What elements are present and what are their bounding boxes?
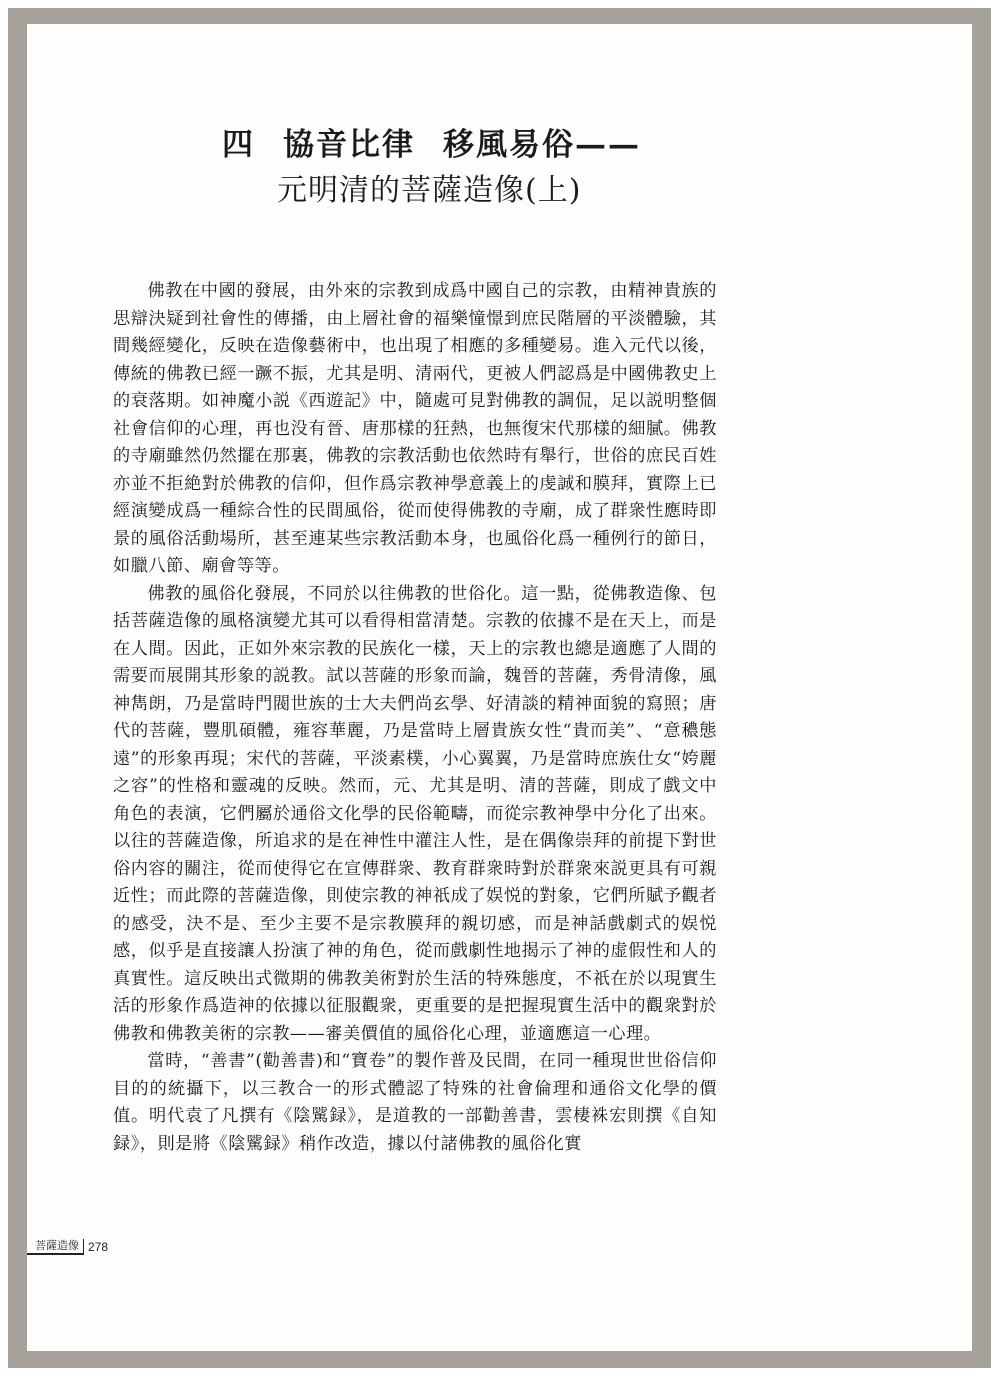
page-footer bbox=[27, 1239, 108, 1255]
chapter-title-line1 bbox=[222, 119, 641, 164]
page-frame bbox=[8, 8, 991, 1368]
page-number: 278 bbox=[88, 1240, 109, 1254]
book-page bbox=[27, 24, 972, 1351]
chapter-title-main: 協音比律 bbox=[283, 127, 415, 163]
paragraph: 佛教的風俗化發展，不同於以往佛教的世俗化。這一點，從佛教造像、包括菩薩造像的風格演變尤其可以看得相當清楚。宗教的依據不是在天上，而是在人間。因此，正如外來宗教的民族化一樣，天上的宗教也總是適應了人間的需要而展開其形象的説教。試以菩薩的形象而論，魏晉的菩薩，秀骨清像，風神雋朗，乃是當時門閥世族的士大夫們尚玄學、好清談的精神面貌的寫照；唐代的菩薩，豐肌碩體，雍容華麗，乃是當時上層貴族女性“貴而美”、“意穠態遠”的形象再現；宋代的菩薩，平淡素樸，小心翼翼，乃是當時庶族仕女“姱麗之容”的性格和靈魂的反映。然而，元、尤其是明、清的菩薩，則成了戲文中角色的表演，它們屬於通俗文化學的民俗範疇，而從宗教神學中分化了出來。以往的菩薩造像，所追求的是在神性中灌注人性，是在偶像崇拜的前提下對世俗内容的關注，從而使得它在宣傳群衆、教育群衆時對於群衆來説更具有可親近性；而此際的菩薩造像，則使宗教的神祇成了娱悦的對象，它們所賦予觀者的感受，決不是、至少主要不是宗教膜拜的親切感，而是神話戲劇式的娱悦感，似乎是直接讓人扮演了神的角色，從而戲劇性地揭示了神的虚假性和人的真實性。這反映出式微期的佛教美術對於生活的特殊態度，不祇在於以現實生活的形象作爲造神的依據以征服觀衆，更重要的是把握現實生活中的觀衆對於佛教和佛教美術的宗教——審美價值的風俗化心理，並適應這一心理。 bbox=[113, 583, 717, 1044]
chapter-subtitle: 元明清的菩薩造像(上) bbox=[277, 173, 582, 208]
paragraph: 當時，“善書”(勸善書)和“寶卷”的製作普及民間，在同一種現世世俗信仰目的的統攝下，以三教合一的形式體認了特殊的社會倫理和通俗文化學的價值。明代袁了凡撰有《陰騭録》，是道教的一部勸善書，雲棲袾宏則撰《自知録》，則是將《陰騭録》稍作改造，據以付諸佛教的風俗化實 bbox=[113, 1051, 717, 1154]
running-footer-label: 菩薩造像 bbox=[27, 1239, 84, 1255]
paragraph: 佛教在中國的發展，由外來的宗教到成爲中國自己的宗教，由精神貴族的思辯決疑到社會性的傳播，由上層社會的福樂憧憬到庶民階層的平淡體驗，其間幾經變化，反映在造像藝術中，也出現了相應的多種變易。進入元代以後，傳統的佛教已經一蹶不振，尤其是明、清兩代，更被人們認爲是中國佛教史上的衰落期。如神魔小説《西遊記》中，隨處可見對佛教的調侃，足以説明整個社會信仰的心理，再也没有晉、唐那樣的狂熱，也無復宋代那樣的細膩。佛教的寺廟雖然仍然擺在那裏，佛教的宗教活動也依然時有舉行，世俗的庶民百姓亦並不拒絶對於佛教的信仰，但作爲宗教神學意義上的虔誠和膜拜，實際上已經演變成爲一種綜合性的民間風俗，從而使得佛教的寺廟，成了群衆性應時即景的風俗活動場所，甚至連某些宗教活動本身，也風俗化爲一種例行的節日，如臘八節、廟會等等。 bbox=[113, 281, 717, 576]
chapter-title-sub: 移風易俗—— bbox=[443, 127, 641, 163]
chapter-number: 四 bbox=[222, 127, 255, 163]
body-text bbox=[113, 278, 717, 1158]
